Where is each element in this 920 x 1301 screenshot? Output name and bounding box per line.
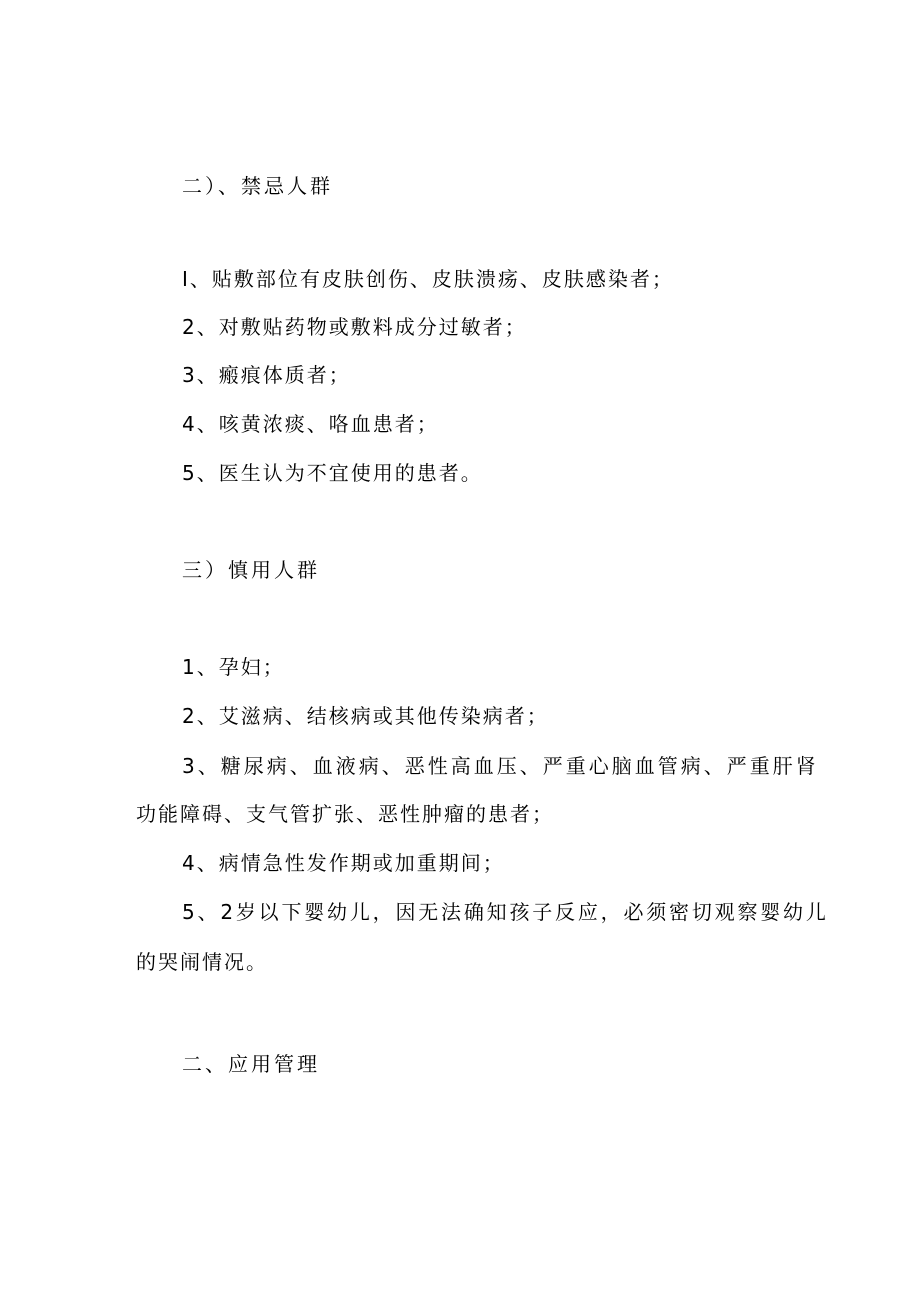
caution-item-5-line-1: 5、2岁以下婴幼儿，因无法确知孩子反应，必须密切观察婴幼儿 — [182, 900, 829, 924]
section-heading-contraindications: 二）、禁忌人群 — [182, 174, 333, 198]
caution-item-3-line-1: 3、糖尿病、血液病、恶性高血压、严重心脑血管病、严重肝肾 — [182, 754, 819, 778]
contraindication-item-3: 3、瘢痕体质者； — [182, 363, 351, 387]
contraindication-item-4: 4、咳黄浓痰、咯血患者； — [182, 412, 439, 436]
caution-item-1: 1、孕妇； — [182, 655, 285, 679]
contraindication-item-1: I、贴敷部位有皮肤创伤、皮肤溃疡、皮肤感染者； — [182, 267, 674, 291]
contraindication-item-5: 5、医生认为不宜使用的患者。 — [182, 461, 483, 485]
contraindication-item-2: 2、对敷贴药物或敷料成分过敏者； — [182, 315, 527, 339]
caution-item-3-line-2: 功能障碍、支气管扩张、恶性肿瘤的患者； — [136, 802, 554, 826]
caution-item-4: 4、病情急性发作期或加重期间； — [182, 851, 505, 875]
section-heading-application-management: 二、应用管理 — [182, 1052, 320, 1076]
caution-item-5-line-2: 的哭闹情况。 — [136, 950, 268, 974]
section-heading-caution: 三）慎用人群 — [182, 558, 320, 582]
caution-item-2: 2、艾滋病、结核病或其他传染病者； — [182, 704, 549, 728]
